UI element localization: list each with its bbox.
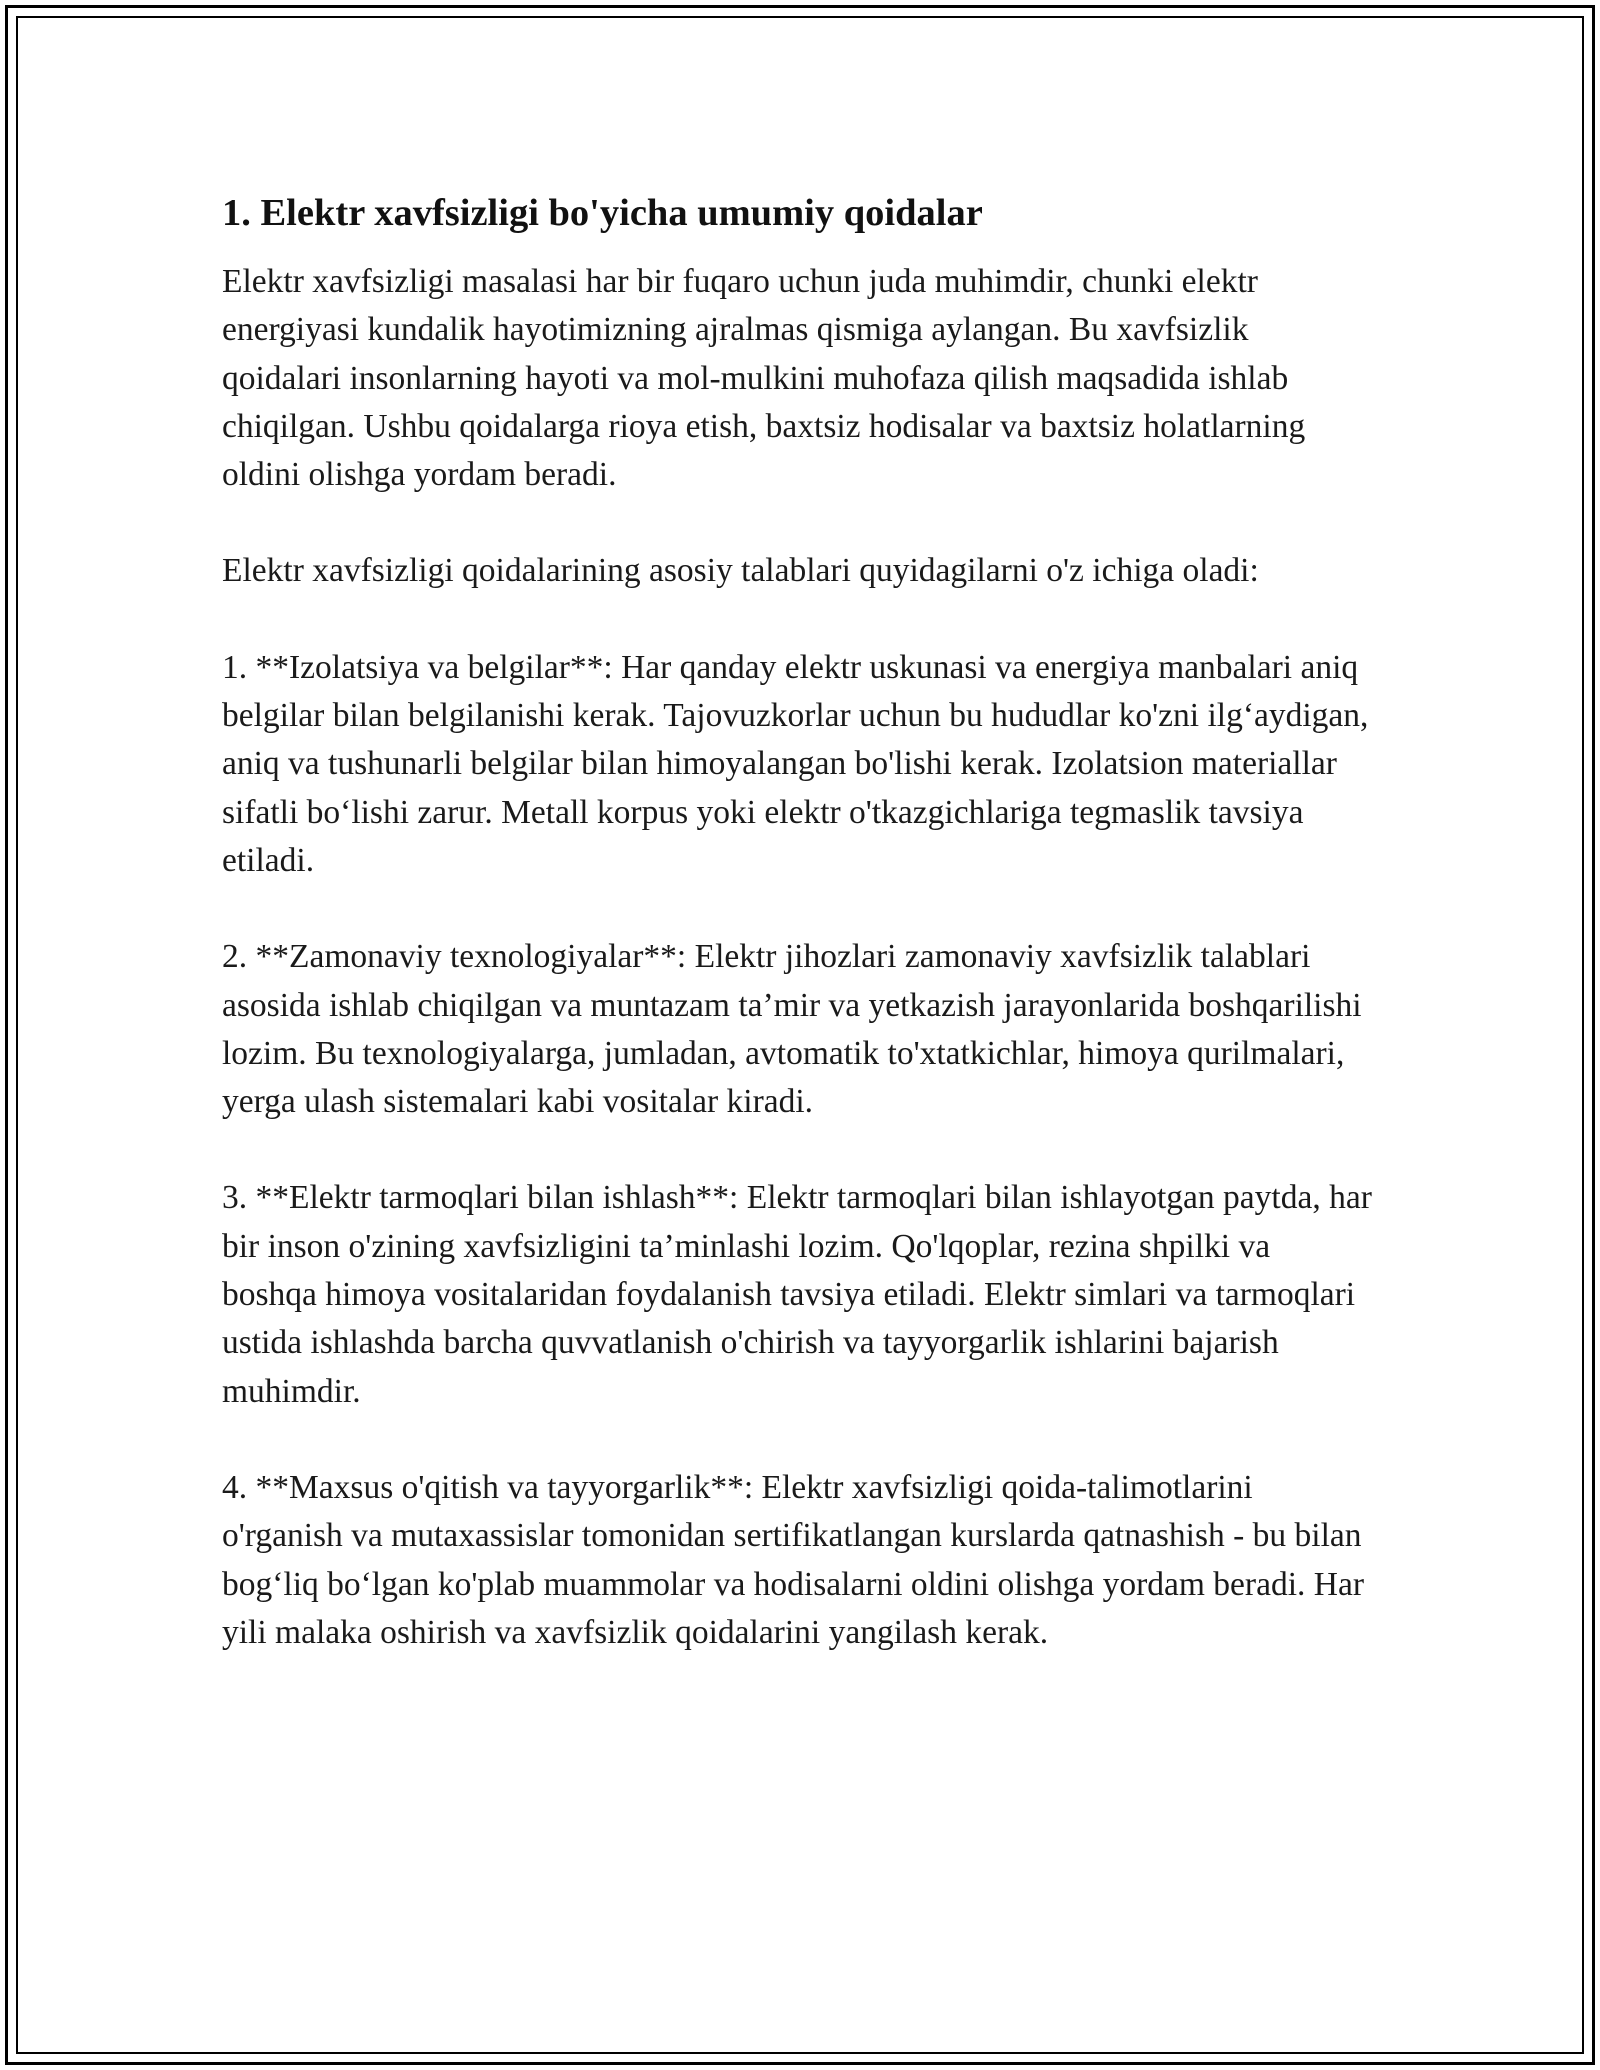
paragraph-requirements-lead: Elektr xavfsizligi qoidalarining asosiy talablari quyidagilarni o'z ichiga oladi:: [222, 552, 1259, 590]
paragraph-item-3: 3. **Elektr tarmoqlari bilan ishlash**: Elektr tarmoqlari bilan ishlayotgan paytda, har bir inson o'zining xavfsizligini ta’minlashi lozim. Qo'lqoplar, rezina shpilki va boshqa himoya vositalaridan foydalanish tavsiya etiladi. Elektr simlari va tarmoqlari ustida ishlashda barcha quvvatlanish o'chirish va tayyorgarlik ishlarini bajarish muhimdir.: [222, 1179, 1372, 1410]
paragraph-item-2: 2. **Zamonaviy texnologiyalar**: Elektr jihozlari zamonaviy xavfsizlik talablari asosida ishlab chiqilgan va muntazam ta’mir va yetkazish jarayonlarida boshqarilishi lozim. Bu texnologiyalarga, jumladan, avtomatik to'xtatkichlar, himoya qurilmalari, yerga ulash sistemalari kabi vositalar kiradi.: [222, 938, 1362, 1121]
document-body: [222, 185, 1372, 1705]
paragraph-item-1: 1. **Izolatsiya va belgilar**: Har qanday elektr uskunasi va energiya manbalari aniq belgilar bilan belgilanishi kerak. Tajovuzkorlar uchun bu hududlar ko'zni ilg‘aydigan, aniq va tushunarli belgilar bilan himoyalangan bo'lishi kerak. Izolatsion materiallar sifatli bo‘lishi zarur. Metall korpus yoki elektr o'tkazgichlariga tegmaslik tavsiya etiladi.: [222, 648, 1369, 879]
paragraph-intro: Elektr xavfsizligi masalasi har bir fuqaro uchun juda muhimdir, chunki elektr energiyasi kundalik hayotimizning ajralmas qismiga aylangan. Bu xavfsizlik qoidalari insonlarning hayoti va mol-mulkini muhofaza qilish maqsadida ishlab chiqilgan. Ushbu qoidalarga rioya etish, baxtsiz hodisalar va baxtsiz holatlarning oldini olishga yordam beradi.: [222, 263, 1306, 494]
document-title: 1. Elektr xavfsizligi bo'yicha umumiy qoidalar: [222, 192, 983, 234]
paragraph-item-4: 4. **Maxsus o'qitish va tayyorgarlik**: Elektr xavfsizligi qoida-talimotlarini o'rganish va mutaxassislar tomonidan sertifikatlangan kurslarda qatnashish - bu bilan bog‘liq bo‘lgan ko'plab muammolar va hodisalarni oldini olishga yordam beradi. Har yili malaka oshirish va xavfsizlik qoidalarini yangilash kerak.: [222, 1468, 1364, 1651]
